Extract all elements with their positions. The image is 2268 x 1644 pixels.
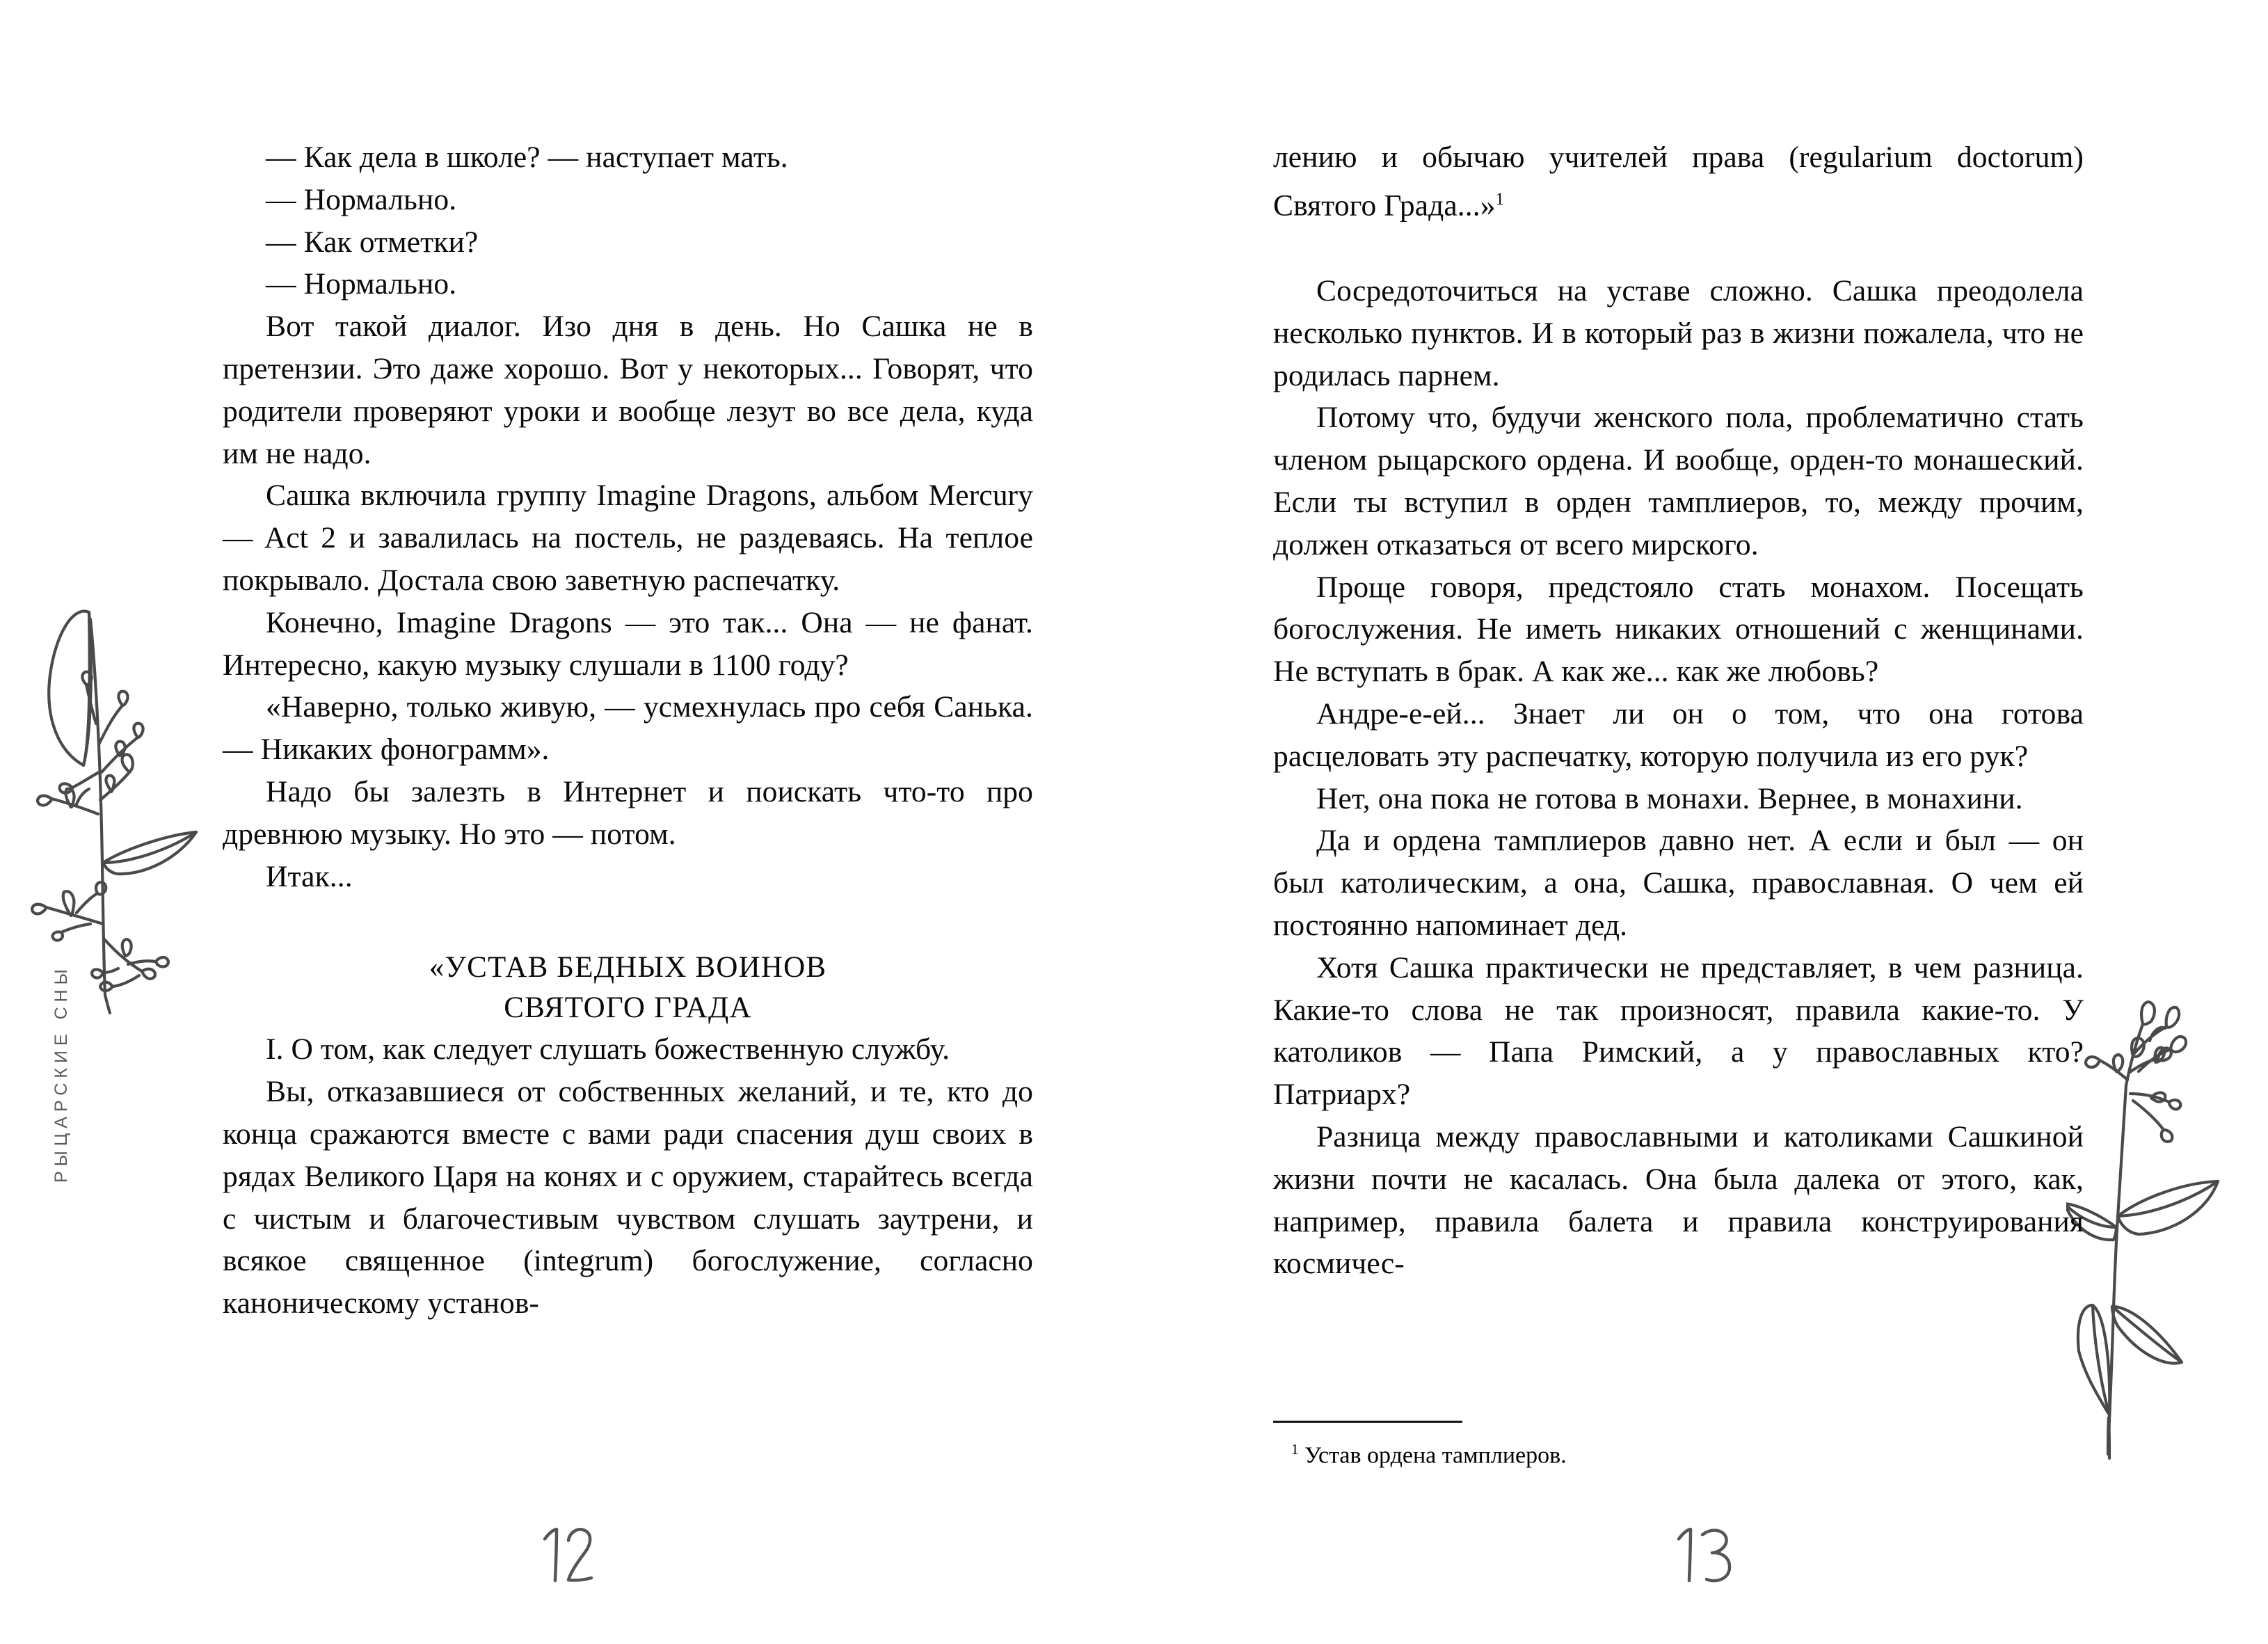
paragraph: — Нормально. [266,267,457,301]
right-page-text-column [1273,136,2084,1285]
right-page [1134,0,2268,1644]
series-title-vertical [49,891,77,1183]
paragraph: «Наверно, только живую, — усмехнулась про себя Санька. — Никаких фонограмм». [223,690,1033,767]
footnote-marker: 1 [1291,1441,1299,1458]
paragraph: Нет, она пока не готова в монахи. Вернее, в монахини. [1316,781,2023,815]
continuation-paragraph [1273,136,2084,227]
folio-left [0,1521,1134,1597]
paragraph: Итак... [266,859,353,893]
paragraph: — Нормально. [266,182,457,216]
plant-illustration-left [7,445,237,1016]
charter-paragraph: Вы, отказавшиеся от собственных желаний, и те, кто до конца сражаются вместе с вами ради спасения душ своих в рядах Великого Царя на конях и с оружием, старайтесь всегда с чистым и благочестивым чувством слушать заутрени, и всякое священное (integrum) богослужение, согласно каноническому установ- [223,1075,1033,1320]
footnote-text: Устав ордена тамплиеров. [1304,1442,1567,1469]
left-page-text-column [223,136,1033,1325]
paragraph: Хотя Сашка практически не представляет, в чем разница. Какие-то слова не так произносят, правила какие-то. У католиков — Папа Римский, а у православных кто? Патриарх? [1273,950,2084,1112]
paragraph: Конечно, Imagine Dragons — это так... Она — не фанат. Интересно, какую музыку слушали в 1100 году? [223,605,1033,682]
paragraph: Да и ордена тамплиеров давно нет. А если и был — он был католическим, а она, Сашка, православная. О чем ей постоянно напоминает дед. [1273,824,2084,943]
paragraph: Потому что, будучи женского пола, проблематично стать членом рыцарского ордена. И вообще, орден-то монашеский. Если ты вступил в орден тамплиеров, то, между прочим, должен отказаться от всего мирского. [1273,401,2084,561]
plant-illustration-right [2066,897,2268,1468]
paragraph: Вот такой диалог. Изо дня в день. Но Сашка не в претензии. Это даже хорошо. Вот у некоторых... Говорят, что родители проверяют уроки и вообще лезут во все дела, куда им не надо. [223,310,1033,470]
folio-right [1134,1521,2268,1597]
paragraph: Проще говоря, предстояло стать монахом. Посещать богослужения. Не иметь никаких отношений с женщинами. Не вступать в брак. А как же... как же любовь? [1273,570,2084,689]
charter-heading-line-1: «УСТАВ БЕДНЫХ ВОИНОВ [429,951,827,984]
paragraph: Андре-е-ей... Знает ли он о том, что она готова расцеловать эту распечатку, которую получила из его рук? [1273,697,2084,773]
paragraph: — Как отметки? [266,225,479,259]
footnote-reference: 1 [1495,189,1505,209]
paragraph: Сашка включила группу Imagine Dragons, альбом Mercury — Act 2 и завалилась на постель, не раздеваясь. На теплое покрывало. Достала свою заветную распечатку. [223,479,1033,597]
paragraph: Разница между православными и католиками Сашкиной жизни почти не касалась. Она была далека от этого, как, например, правила балета и правила конструирования космичес- [1273,1120,2084,1281]
footnote-rule [1273,1421,1462,1423]
paragraph: Сосредоточиться на уставе сложно. Сашка преодолела несколько пунктов. И в который раз в жизни пожалела, что не родилась парнем. [1273,274,2084,392]
charter-heading [223,948,1033,1028]
series-title-text: РЫЦАРСКИЕ СНЫ [51,964,71,1183]
footnote-block [1273,1421,2084,1471]
paragraph: — Как дела в школе? — наступает мать. [266,141,788,174]
charter-heading-line-2: СВЯТОГО ГРАДА [504,991,752,1025]
footnote-line [1273,1434,2084,1471]
charter-paragraph: I. О том, как следует слушать божественную службу. [266,1032,950,1067]
continuation-text: лению и обычаю учителей права (regularium doctorum) Святого Града...» [1273,141,2084,223]
paragraph: Надо бы залезть в Интернет и поискать что-то про древнюю музыку. Но это — потом. [223,774,1033,851]
